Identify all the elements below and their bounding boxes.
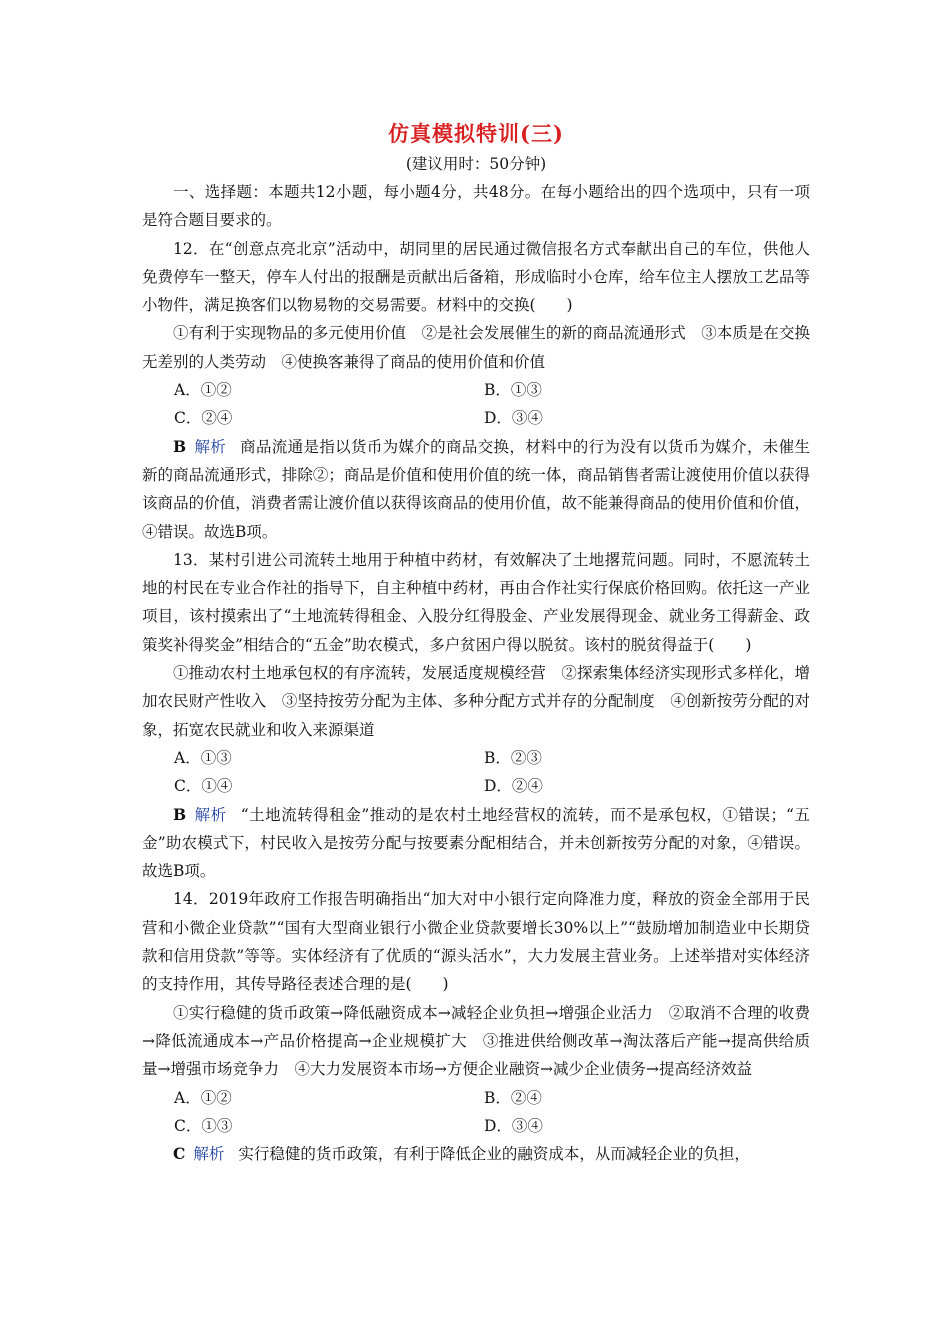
- question-statements: ①推动农村土地承包权的有序流转，发展适度规模经营 ②探索集体经济实现形式多样化，增加农民财产性收入 ③坚持按劳分配为主体、多种分配方式并存的分配制度 ④创新按劳分配的对象，拓宽农民就业和收入来源渠道: [142, 664, 810, 739]
- time-suggestion: (建议用时：50分钟): [405, 155, 547, 173]
- analysis-text: “土地流转得租金”推动的是农村土地经营权的流转，而不是承包权，①错误；“五金”助农模式下，村民收入是按劳分配与按要素分配相结合，并未创新按劳分配的对象，④错误。故选B项。: [142, 805, 810, 881]
- question-statements: ①有利于实现物品的多元使用价值 ②是社会发展催生的新的商品流通形式 ③本质是在交换无差别的人类劳动 ④使换客兼得了商品的使用价值和价值: [142, 324, 810, 371]
- analysis-text: 商品流通是指以货币为媒介的商品交换，材料中的行为没有以货币为媒介，未催生新的商品流通形式，排除②；商品是价值和使用价值的统一体，商品销售者需让渡使用价值以获得该商品的价值，消费者需让渡价值以获得该商品的使用价值，故不能兼得商品的使用价值和价值，④错误。故选B项。: [142, 437, 810, 541]
- option-c: C．②④: [174, 409, 233, 428]
- option-d: D．②④: [484, 777, 543, 796]
- question-stem: 12．在“创意点亮北京”活动中，胡同里的居民通过微信报名方式奉献出自己的车位，供他人免费停车一整天，停车人付出的报酬是贡献出后备箱，形成临时小仓库，给车位主人摆放工艺品等小物件，满足换客们以物易物的交易需要。材料中的交换( ): [142, 239, 810, 315]
- question-13: [142, 546, 810, 886]
- section-instruction: 一、选择题：本题共12小题，每小题4分，共48分。在每小题给出的四个选项中，只有一项是符合题目要求的。: [142, 183, 810, 230]
- page-title: 仿真模拟特训(三): [388, 121, 564, 146]
- option-a: A．①②: [174, 381, 232, 400]
- option-b: B．②④: [484, 1088, 542, 1107]
- analysis-label: 解析: [194, 437, 227, 456]
- option-d: D．③④: [484, 409, 543, 428]
- answer-analysis: [142, 433, 810, 546]
- analysis-label: 解析: [193, 1145, 225, 1164]
- option-b: B．①③: [484, 381, 542, 400]
- option-b: B．②③: [484, 748, 542, 767]
- question-12: [142, 235, 810, 546]
- answer-analysis: [142, 1140, 810, 1168]
- document-content: [142, 118, 810, 1168]
- question-14: [142, 885, 810, 1168]
- option-row: [142, 1084, 810, 1112]
- answer-letter: C: [173, 1144, 186, 1164]
- question-stem: 13．某村引进公司流转土地用于种植中药材，有效解决了土地撂荒问题。同时，不愿流转土地的村民在专业合作社的指导下，自主种植中药材，再由合作社实行保底价格回购。依托这一产业项目，该村摸索出了“土地流转得租金、入股分红得股金、产业发展得现金、就业务工得薪金、政策奖补得奖金”相结合的“五金”助农模式，多户贫困户得以脱贫。该村的脱贫得益于( ): [142, 550, 810, 654]
- answer-letter: B: [173, 804, 187, 824]
- option-c: C．①④: [174, 777, 233, 796]
- answer-letter: B: [173, 436, 187, 456]
- option-row: [142, 1112, 810, 1140]
- option-a: A．①②: [174, 1088, 232, 1107]
- analysis-label: 解析: [194, 805, 227, 824]
- option-row: [142, 376, 810, 404]
- option-a: A．①③: [174, 748, 232, 767]
- option-row: [142, 772, 810, 800]
- option-row: [142, 744, 810, 772]
- option-c: C．①③: [174, 1116, 233, 1135]
- answer-analysis: [142, 801, 810, 886]
- option-row: [142, 404, 810, 432]
- option-d: D．③④: [484, 1116, 543, 1135]
- analysis-text: 实行稳健的货币政策，有利于降低企业的融资成本，从而减轻企业的负担，: [238, 1145, 750, 1164]
- question-statements: ①实行稳健的货币政策→降低融资成本→减轻企业负担→增强企业活力 ②取消不合理的收费→降低流通成本→产品价格提高→企业规模扩大 ③推进供给侧改革→淘汰落后产能→提高供给质量→增强市场竞争力 ④大力发展资本市场→方便企业融资→减少企业债务→提高经济效益: [142, 1003, 810, 1079]
- question-stem: 14．2019年政府工作报告明确指出“加大对中小银行定向降准力度，释放的资金全部用于民营和小微企业贷款”“国有大型商业银行小微企业贷款要增长30%以上”“鼓励增加制造业中长期贷款和信用贷款”等等。实体经济有了优质的“源头活水”，大力发展主营业务。上述举措对实体经济的支持作用，其传导路径表述合理的是( ): [142, 890, 810, 994]
